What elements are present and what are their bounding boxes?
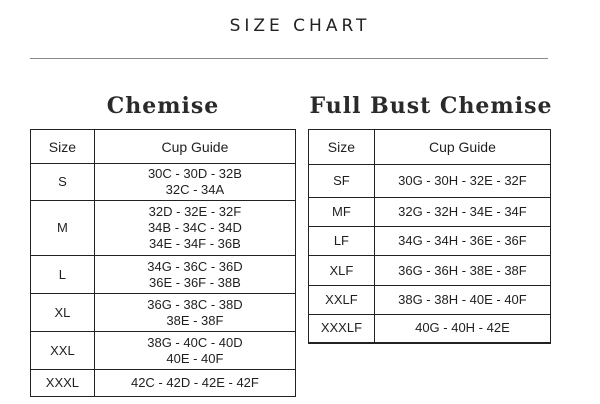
cup-guide-line: 32C - 34A [165,182,225,197]
full-bust-chemise-heading: Full Bust Chemise [309,93,553,119]
cup-guide-line: 34E - 34F - 36B [149,236,241,251]
size-cell: XXLF [309,286,375,315]
cup-guide-line: 30G - 30H - 32E - 32F [398,173,527,188]
cup-guide-cell [94,370,295,397]
size-cell: LF [309,227,375,256]
table-row [31,256,296,294]
cup-guide-line: 30C - 30D - 32B [147,166,242,181]
size-cell: MF [309,198,375,227]
size-cell: S [31,164,95,201]
table-row [309,227,551,256]
table-row [309,286,551,315]
cup-guide-cell [374,227,550,256]
cup-guide-line: 36E - 36F - 38B [149,274,241,290]
cup-guide-column-header: Cup Guide [94,130,295,164]
table-row [31,164,296,201]
cup-guide-cell [374,315,550,343]
cup-guide-line: 32D - 32E - 32F [148,204,242,219]
table-header-row [31,130,296,164]
cup-guide-cell [374,256,550,286]
title-divider [30,58,548,59]
size-cell: XXXLF [309,315,375,343]
size-cell: M [31,201,95,256]
cup-guide-line: 36G - 36H - 38E - 38F [398,262,527,278]
table-row [31,370,296,397]
size-cell: SF [309,165,375,198]
table-row [31,201,296,256]
size-cell: XL [31,294,95,332]
cup-guide-cell [374,198,550,227]
chemise-heading: Chemise [106,93,220,119]
table-row [309,165,551,198]
table-row [31,332,296,370]
cup-guide-cell [94,256,295,294]
page-title: SIZE CHART [229,16,371,36]
table-row [31,294,296,332]
cup-guide-line: 36G - 38C - 38D [147,296,243,312]
table-row [309,315,551,343]
size-cell: L [31,256,95,294]
cup-guide-cell [94,164,295,201]
size-column-header: Size [31,130,95,164]
cup-guide-line: 40G - 40H - 42E [415,320,510,336]
cup-guide-line: 42C - 42D - 42E - 42F [130,375,259,390]
cup-guide-line: 32G - 32H - 34E - 34F [398,204,527,219]
cup-guide-cell [94,201,295,256]
table-row [309,198,551,227]
cup-guide-line: 38E - 38F [166,312,224,328]
cup-guide-cell [374,165,550,198]
size-cell: XXXL [31,370,95,397]
cup-guide-line: 38G - 38H - 40E - 40F [398,292,527,307]
cup-guide-cell [374,286,550,315]
table-row [309,256,551,286]
cup-guide-line: 40E - 40F [166,350,224,366]
cup-guide-cell [94,332,295,370]
cup-guide-column-header: Cup Guide [374,130,550,165]
table-header-row [309,130,551,165]
cup-guide-line: 34G - 34H - 36E - 36F [398,233,527,248]
cup-guide-line: 38G - 40C - 40D [147,334,243,350]
chemise-size-table [30,129,296,397]
cup-guide-cell [94,294,295,332]
cup-guide-line: 34G - 36C - 36D [147,258,243,274]
full-bust-chemise-size-table [308,129,551,344]
size-cell: XLF [309,256,375,286]
size-cell: XXL [31,332,95,370]
cup-guide-line: 34B - 34C - 34D [147,220,242,235]
size-column-header: Size [309,130,375,165]
